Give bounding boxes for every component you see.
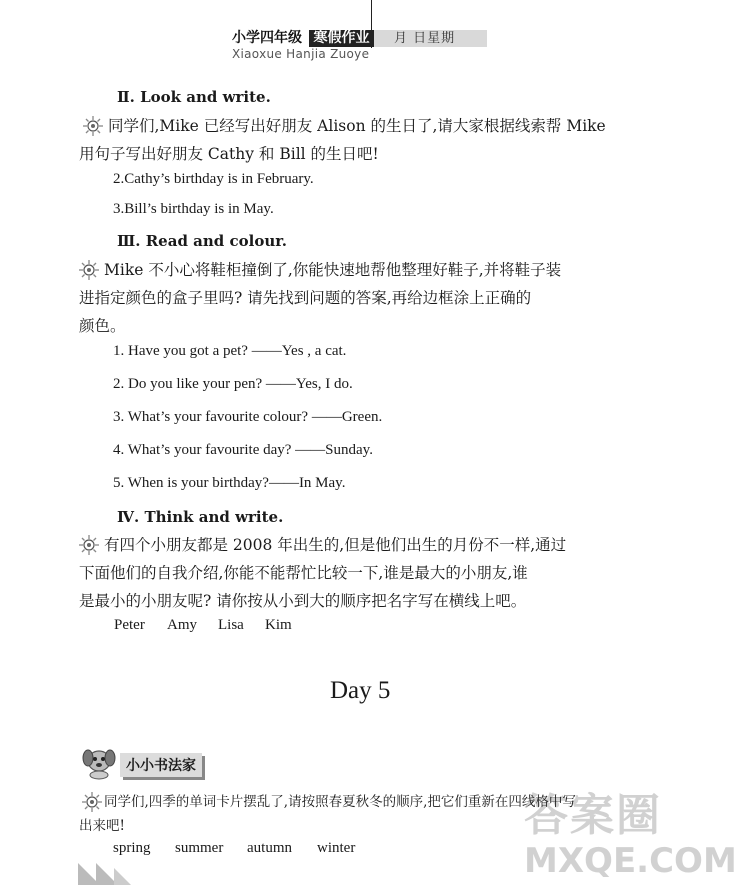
section2-intro-line1: 同学们,Mike 已经写出好朋友 Alison 的生日了,请大家根据线索帮 Mike [108, 117, 606, 135]
section2-item: 3.Bill’s birthday is in May. [113, 201, 274, 217]
section3-item: 5. When is your birthday?——In May. [113, 475, 346, 491]
section3-intro-line3: 颜色。 [79, 317, 126, 335]
corner-arrows-decoration [78, 858, 148, 885]
season-word: summer [175, 840, 224, 856]
section3-intro-line1: Mike 不小心将鞋柜撞倒了,你能快速地帮他整理好鞋子,并将鞋子装 [104, 261, 562, 279]
calligraphy-tag: 小小书法家 [120, 753, 202, 777]
season-word: spring [113, 840, 151, 856]
day-title: Day 5 [330, 677, 391, 704]
sun-icon [83, 116, 103, 136]
name-item: Amy [167, 617, 197, 633]
calligraphy-intro-line1: 同学们,四季的单词卡片摆乱了,请按照春夏秋冬的顺序,把它们重新在四线格中写 [104, 794, 576, 810]
header-grade: 小学四年级 [232, 30, 302, 46]
section3-item: 3. What’s your favourite colour? ——Green. [113, 409, 383, 425]
section4-intro-line1: 有四个小朋友都是 2008 年出生的,但是他们出生的月份不一样,通过 [104, 536, 567, 554]
section3-item: 4. What’s your favourite day? ——Sunday. [113, 442, 373, 458]
sun-icon [79, 535, 99, 555]
watermark [524, 790, 737, 882]
section2-title: Ⅱ. Look and write. [117, 88, 271, 106]
header-title: 寒假作业 [309, 30, 374, 47]
section3-title: Ⅲ. Read and colour. [117, 232, 287, 250]
header-date: 月 日星期 [374, 30, 487, 47]
watermark-line2: MXQE.COM [524, 841, 737, 881]
name-item: Peter [114, 617, 145, 633]
calligraphy-intro-line2: 出来吧! [79, 818, 125, 834]
section3-item: 1. Have you got a pet? ——Yes , a cat. [113, 343, 347, 359]
sun-icon [82, 792, 102, 812]
season-word: winter [317, 840, 356, 856]
watermark-line1: 答案圈 [524, 790, 662, 841]
section4-intro-line2: 下面他们的自我介绍,你能不能帮忙比较一下,谁是最大的小朋友,谁 [79, 564, 528, 582]
section3-intro-line2: 进指定颜色的盒子里吗? 请先找到问题的答案,再给边框涂上正确的 [79, 289, 532, 307]
page-header [232, 30, 487, 47]
section3-item: 2. Do you like your pen? ——Yes, I do. [113, 376, 353, 392]
section4-title: Ⅳ. Think and write. [117, 508, 284, 526]
section4-intro-line3: 是最小的小朋友呢? 请你按从小到大的顺序把名字写在横线上吧。 [79, 592, 527, 610]
season-word: autumn [247, 840, 292, 856]
dog-mascot-icon [80, 744, 118, 780]
section2-item: 2.Cathy’s birthday is in February. [113, 171, 314, 187]
section2-intro-line2: 用句子写出好朋友 Cathy 和 Bill 的生日吧! [79, 145, 379, 163]
header-pinyin: Xiaoxue Hanjia Zuoye [232, 47, 370, 61]
sun-icon [79, 260, 99, 280]
name-item: Lisa [218, 617, 244, 633]
name-item: Kim [265, 617, 292, 633]
